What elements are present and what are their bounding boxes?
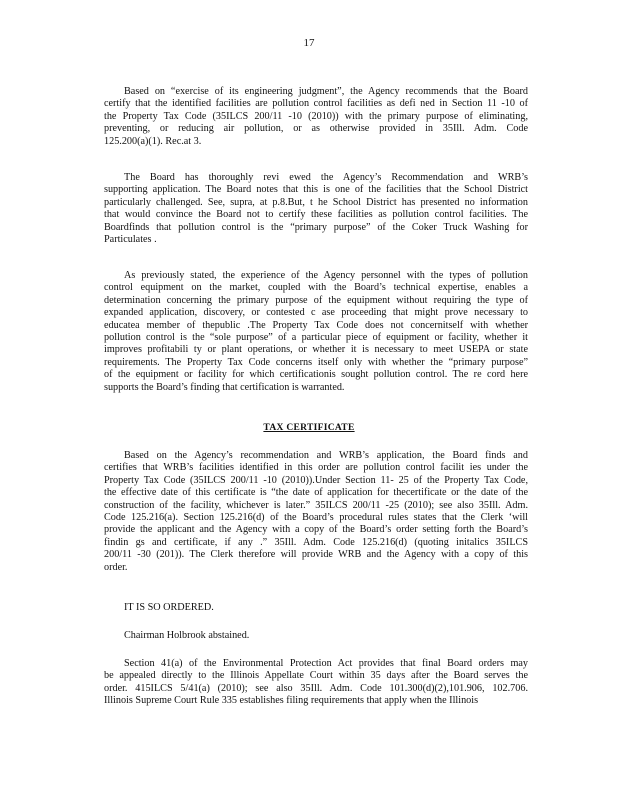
text-line: certifies that WRB’s facilities identified in this order are pollution control facilit ies under the: [104, 462, 528, 474]
paragraph-engineering-judgment: [104, 86, 528, 148]
text-line: Illinois Supreme Court Rule 335 establishes filing requirements that apply when the Illinois: [104, 695, 479, 707]
text-line: As previously stated, the experience of the Agency personnel with the types of pollution: [124, 270, 528, 281]
text-line: supporting application. The Board notes that this is one of the facilities that the School District: [104, 184, 528, 196]
text-line: certify that the identified facilities are pollution control facilities as defi ned in Section 11 -10 of: [104, 98, 528, 110]
text-line: educatea member of thepublic .The Property Tax Code does not concernitself with whether: [104, 319, 528, 331]
text-line: The Board has thoroughly revi ewed the Agency’s Recommendation and WRB’s: [124, 172, 528, 183]
paragraph-certification: [104, 450, 528, 574]
so-ordered-statement: IT IS SO ORDERED.: [124, 602, 214, 613]
paragraph-primary-purpose: [104, 270, 528, 394]
page-number: 17: [303, 37, 315, 49]
text-line: 125.200(a)(1). Rec.at 3.: [104, 135, 202, 147]
text-line: Boardfinds that pollution control is the “primary purpose” of the Coker Truck Washing for: [104, 221, 528, 233]
text-line: order. 415ILCS 5/41(a) (2010); see also 35Ill. Adm. Code 101.300(d)(2),101.906, 102.706.: [104, 682, 528, 694]
abstention-note: Chairman Holbrook abstained.: [124, 630, 250, 641]
text-line: supports the Board’s finding that certification is warranted.: [104, 381, 345, 393]
text-line: the Property Tax Code (35ILCS 200/11 -10 (2010)) with the primary purpose of eliminating,: [104, 110, 528, 122]
text-line: control equipment on the market, coupled with the Board’s technical expertise, enables a: [104, 282, 528, 294]
section-heading-tax-certificate: TAX CERTIFICATE: [263, 423, 355, 433]
text-line: the effective date of this certificate is “the date of application for thecertificate or the date of the: [104, 487, 528, 499]
text-line: improves profitabili ty or plant operations, or whether it is necessary to meet USEPA or state: [104, 344, 528, 356]
text-line: pollution control is the “sole purpose” of a particular piece of equipment or facility, whether it: [104, 332, 528, 344]
text-line: determination concerning the primary purpose of the equipment without requiring the type of: [104, 294, 528, 306]
text-line: that would convince the Board not to certify these facilities as pollution control facilities. The: [104, 209, 528, 221]
text-line: Based on the Agency’s recommendation and WRB’s application, the Board finds and: [124, 450, 528, 461]
paragraph-board-review: [104, 172, 528, 246]
text-line: be appealed directly to the Illinois Appellate Court within 35 days after the Board serves the: [104, 670, 528, 682]
text-line: Particulates .: [104, 234, 157, 246]
text-line: Based on “exercise of its engineering judgment”, the Agency recommends that the Board: [124, 86, 528, 97]
text-line: of the equipment or facility for which certificationis sought pollution control. The re cord here: [104, 369, 528, 381]
text-line: particularly challenged. See, supra, at p.8.But, t he School District has presented no information: [104, 196, 528, 208]
text-line: Property Tax Code (35ILCS 200/11 -10 (2010)).Under Section 11- 25 of the Property Tax Code,: [104, 474, 528, 486]
text-line: 200/11 -30 (201)). The Clerk therefore will provide WRB and the Agency with a copy of this: [104, 549, 528, 561]
text-line: findin gs and certificate, if any .” 35Ill. Adm. Code 125.216(d) (quoting initalics 35ILCS: [104, 536, 528, 548]
paragraph-appeal-rights: [104, 658, 528, 708]
text-line: requirements. The Property Tax Code concerns itself only with whether the “primary purpose”: [104, 356, 528, 368]
text-line: Section 41(a) of the Environmental Protection Act provides that final Board orders may: [124, 658, 528, 669]
text-line: order.: [104, 561, 128, 573]
text-line: expanded application, discovery, or contested c ase proceeding that might prove necessary to: [104, 307, 528, 319]
text-line: construction of the facility, whichever is later.” 35ILCS 200/11 -25 (2010); see also 35Ill. Adm.: [104, 499, 528, 511]
text-line: Code 125.216(a). Section 125.216(d) of the Board’s procedural rules states that the Clerk ‘will: [104, 512, 528, 524]
text-line: provide the applicant and the Agency with a copy of the Board’s order setting forth the Board’s: [104, 524, 528, 536]
text-line: preventing, or reducing air pollution, or as otherwise provided in 35Ill. Adm. Code: [104, 123, 528, 135]
